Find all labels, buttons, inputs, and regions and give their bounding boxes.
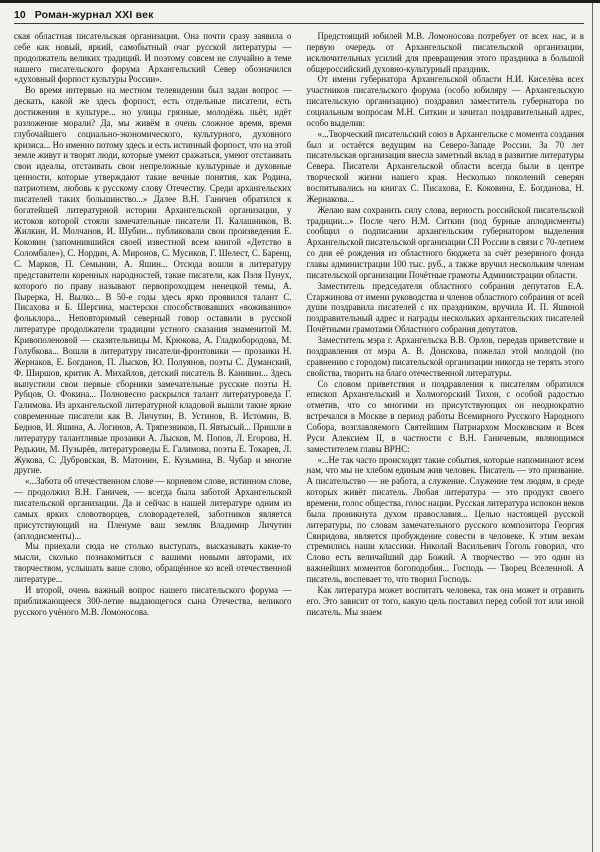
paragraph: Со словом приветствия и поздравления к писателям обратился епископ Архангельский и Холмогорский Тихон, с особой радостью отметив, что со многими из присутствующих он неоднократно встречался в Москве в период работы Всемирного Русского Народного Собора, возглавляемого Святейшим Патриархом Московским и Всея Руси Алексием II, в частности с В.Н. Ганичевым, являющимся заместителем главы ВРНС:	[306, 378, 584, 454]
paragraph: Мы приехали сюда не столько выступать, высказывать какие-то мысли, сколько познакомиться с вашими новыми авторами, их творчеством, услышать ваше слово, обращённое ко всей отечественной литературе...	[14, 541, 292, 584]
right-column	[307, 31, 585, 617]
page-header	[14, 9, 584, 24]
article-body	[14, 31, 584, 617]
paragraph: «...Не так часто происходят такие события, которые напоминают всем нам, что мы не хлебом единым жив человек. Писатель — это призвание. А писательство — не работа, а служение. Служение тем людям, в среде которых живёт писатель. Любая литература — это продукт своего времени, голос общества, голос нации. Русская литература испокон веков была проникнута духом православия... Целью настоящей русской литературы, по словам замечательного русского композитора Георгия Свиридова, является пробуждение совести в человеке. К этим вехам стремились наши классики. Николай Васильевич Гоголь говорил, что Слово есть величайший дар Божий. А творчество — это один из важнейших моментов богоподобия... Господь — Творец Вселенной. А писатель, воспевает то, что творил Господь.	[306, 454, 584, 584]
paragraph: «...Забота об отечественном слове — корневом слове, истинном слове, — продолжил В.Н. Ганичев, — всегда была заботой Архангельской писательской организации. Да и сейчас в нашей литературе одним из самых ярких словотворцев, словорадетелей, заботников является присутствующий на Пленуме ваш земляк Владимир Личутин (аплодисменты)...	[14, 476, 292, 541]
page-number: 10	[14, 9, 26, 21]
paragraph: Как литература может воспитать человека, так она может и отравить его. Это зависит от того, какую цель поставил перед собой тот или иной писатель. Мы знаем	[306, 584, 584, 617]
paragraph: Во время интервью на местном телевидении был задан вопрос — дескать, какой же здесь форпост, есть отдельные писатели, есть достижения в культуре... но улицы грязные, молодёжь пьёт, идёт разложение морали? Да, мы живём в очень сложное время, время глубочайшего социально-экономического, культурного, духовного кризиса... Но именно потому здесь и есть истинный форпост, что на этой земле живут и творят люди, которые умеют сражаться, умеют отстаивать свои идеалы, отстаивать свои непреложные культурные и духовные ценности, которые утверждают такие вечные понятия, как Родина, патриотизм, любовь к русскому слову Отечеству. Среди архангельских писателей таких большинство...» Далее В.Н. Ганичев обратился к богатейшей литературной истории Архангельской организации, у истоков которой стояли замечательные писатели П. Калашников, В. Жилкин, И. Молчанов, И. Шубин... публиковали свои произведения Е. Коковин (запомнившийся своей известной всем книгой «Детство в Соломбале»), С. Нордин, А. Миронов, С. Мусиков, Г. Шелест, С. Баренц, С. Марков, П. Семынин, А. Яшин... Отсюда вошли в литературу представители коренных народностей, такие писатели, как Пэля Пунух, которого по праву называют первопроходцем ненецкой темы, А. Пырерка, Н. Вылко... В 50-е годы здесь ярко проявился талант С. Писахова и Б. Шергина, мастерски способствовавших «воживанию» фольклора... Неповторимый северный говор оставили в русской литературе продолжатели традиции устного сказания знаменитой М. Кривополеновой — сказительницы М. Крюкова, А. Гладкобородова, М. Голубкова... Вошли в литературу писатели-фронтовики — прозаики Н. Жернаков, Е. Богданов, П. Лысков, Ю. Полуянов, поэты С. Думанский, Ф. Ширшов, критик А. Михайлов, детский писатель В. Канивин... Здесь выпустили свои первые сборники замечательные русские поэты Н. Рубцов, О. Фокина... Полновесно раскрылся талант литературоведа Г. Галимова. Из архангельской литературной кладовой вышли такие яркие современные писатели как В. Личутин, В. Устинов, В. Истомин, В. Беднов, И. Яшина, А. Логинов, А. Тряпезников, П. Явтысый... Пришли в литературу талантливые прозаики А. Лысков, М. Попов, Л. Егорова, Н. Редькин, М. Пузырёв, литературоведы Е. Галимова, поэты Е. Токарев, Л. Жукова, С. Дубровская, В. Матонин, Е. Кузьмина, В. Чубар и многие другие.	[14, 85, 292, 476]
paragraph: Заместитель мэра г. Архангельска В.В. Орлов, передав приветствие и поздравления от мэра А. В. Донскова, пожелал этой молодой (по сравнению с городом) писательской организации никогда не терять этого свойства, творить на благо отечественной литературы.	[306, 335, 584, 378]
paragraph: ская областная писательская организация. Она почти сразу заявила о себе как новый, яркий, самобытный очаг русской литературы — продолжатель великих традиций. И поэтому совсем не случайно в теме нашего писательского форума Архангельский Север обозначился «духовный форпост культуры России».	[14, 31, 292, 85]
left-column	[14, 31, 292, 617]
paragraph: Предстоящий юбилей М.В. Ломоносова потребует от всех нас, и в первую очередь от Архангельской писательской организации, исключительных усилий для превращения этого праздника в большой общероссийский духовно-культурный праздник.	[306, 31, 584, 74]
paragraph: И второй, очень важный вопрос нашего писательского форума — приближающееся 300-летие выдающегося сына Отечества, великого русского учёного М.В. Ломоносова.	[14, 584, 292, 617]
paragraph: Желаю вам сохранить силу слова, верность российской писательской традиции...» После чего Н.М. Ситкин (под бурные аплодисменты) сообщил о подписании архангельским губернатором выделения Архангельской писательской организации СП России в связи с 70-летием со дня её рождения из областного бюджета за счёт резервного фонда главы администрации 100 тыс. руб., а также вручил нескольким членам писательской организации Почётные грамоты Администрации области.	[306, 204, 584, 280]
paragraph: «...Творческий писательский союз в Архангельске с момента создания был и остаётся ведущим на Северо-Западе России. За 70 лет писательская организация внесла заметный вклад в развитие литературы Севера. Писатели Архангельской области всегда были в центре творческой жизни нашего края. Несколько поколений северян воспитывались на книгах С. Писахова, Е. Коковина, Е. Богданова, Н. Жернакова...	[306, 128, 584, 204]
paragraph: От имени губернатора Архангельской области Н.И. Киселёва всех участников писательского форума (особо юбиляру — Архангельскую писательскую организацию) поздравил заместитель губернатора по социальным вопросам М.Н. Ситкин и зачитал поздравительный адрес, особо выделив:	[306, 74, 584, 128]
page-edge-rule	[592, 3, 593, 852]
paragraph: Заместитель председателя областного собрания депутатов Е.А. Старжинова от имени руководства и членов областного собрания от всей души поздравила писателей с их праздником, вручила И. П. Яшиной поздравительный адрес и награды нескольких архангельских писателей Почётными грамотами Областного собрания депутатов.	[306, 280, 584, 335]
journal-title: Роман-журнал XXI век	[34, 9, 154, 21]
